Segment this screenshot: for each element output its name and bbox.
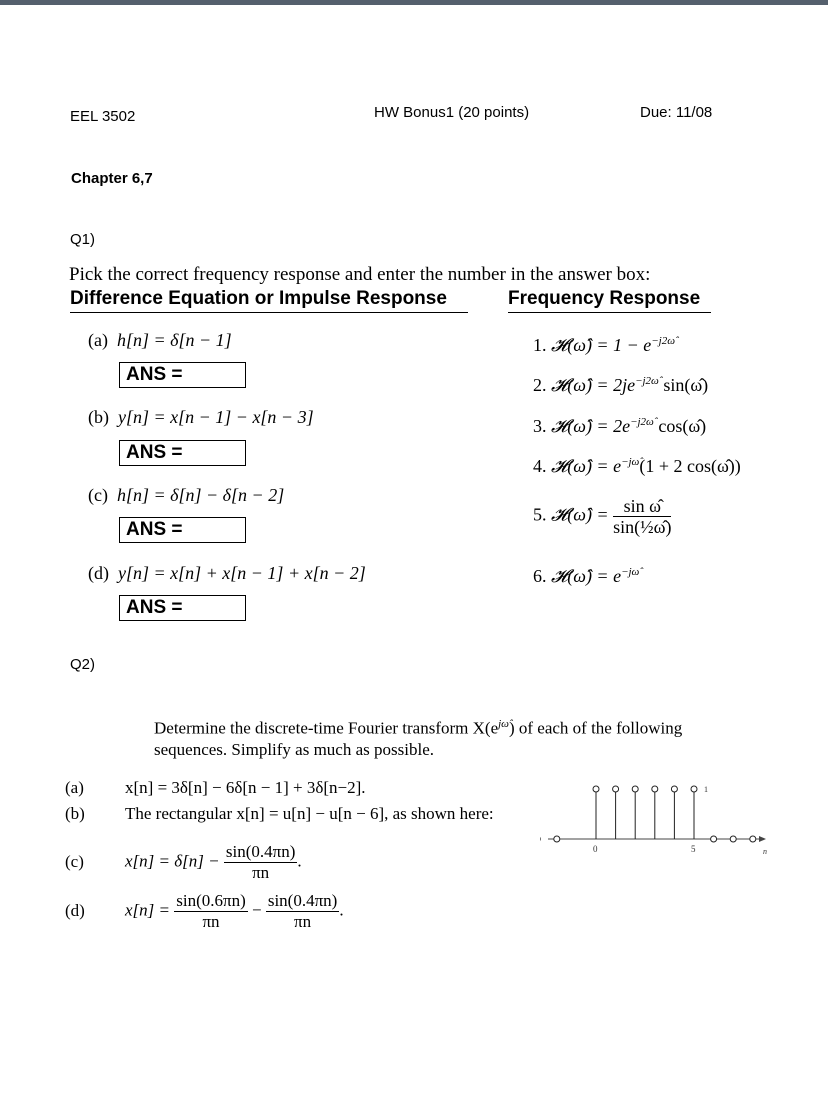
right-column-header: Frequency Response bbox=[508, 288, 701, 309]
response-2-num: 2. bbox=[533, 375, 547, 395]
q2-b-tag: (b) bbox=[65, 804, 85, 823]
item-b-rhs: = x[n − 1] − x[n − 3] bbox=[153, 407, 314, 427]
q2-d-tag: (d) bbox=[65, 901, 85, 920]
item-d-rhs: = x[n] + x[n − 1] + x[n − 2] bbox=[153, 563, 366, 583]
stem-plot-level-label: 1 bbox=[704, 785, 708, 794]
response-5-fraction bbox=[613, 496, 671, 537]
response-5 bbox=[533, 496, 671, 537]
item-c-lhs: h[n] bbox=[116, 485, 149, 505]
q2-c-denominator: πn bbox=[252, 863, 270, 882]
stem-marker bbox=[691, 786, 697, 792]
q2-d-numerator-2: sin(0.4πn) bbox=[267, 891, 338, 910]
q2-c-numerator: sin(0.4πn) bbox=[225, 842, 296, 861]
q2-c-fraction bbox=[224, 842, 298, 883]
course-code: EEL 3502 bbox=[70, 108, 136, 125]
q2-intro-line1 bbox=[154, 718, 682, 739]
q2-c-expr bbox=[125, 842, 302, 883]
answer-box-c[interactable]: ANS = bbox=[119, 517, 246, 543]
due-date: Due: 11/08 bbox=[640, 104, 713, 121]
response-6-expr: 𝓗(ω̂) = e bbox=[551, 566, 622, 586]
q2-label: Q2) bbox=[70, 656, 96, 673]
item-b-lhs: y[n] bbox=[118, 407, 149, 427]
q2-d-expr bbox=[125, 891, 344, 932]
response-5-expr: 𝓗(ω̂) = bbox=[551, 504, 609, 525]
response-5-num: 5. bbox=[533, 504, 547, 525]
q2-intro-line2: sequences. Simplify as much as possible. bbox=[154, 740, 434, 759]
q2-a-tag: (a) bbox=[65, 778, 84, 797]
response-2-tail: sin(ω̂) bbox=[658, 375, 709, 395]
q2-intro-part2: ) of each of the following bbox=[508, 718, 683, 738]
q2-a-expr: x[n] = 3δ[n] − 6δ[n − 1] + 3δ[n−2]. bbox=[125, 778, 366, 797]
item-c-rhs: = δ[n] − δ[n − 2] bbox=[153, 485, 285, 505]
response-3-tail: cos(ω̂) bbox=[653, 416, 707, 436]
stem-plot-tick-0: 0 bbox=[593, 844, 598, 854]
q2-c-period: . bbox=[297, 851, 302, 871]
stem-marker bbox=[613, 786, 619, 792]
response-1-num: 1. bbox=[533, 335, 547, 355]
stem-marker bbox=[554, 836, 560, 842]
response-2-exp: −j2ω̂ bbox=[635, 375, 659, 387]
left-column-header: Difference Equation or Impulse Response bbox=[70, 288, 447, 309]
stem-plot-tick-5: 5 bbox=[691, 844, 696, 854]
answer-box-a[interactable]: ANS = bbox=[119, 362, 246, 388]
response-3-expr: 𝓗(ω̂) = 2e bbox=[551, 416, 631, 436]
q1-instruction: Pick the correct frequency response and enter the number in the answer box: bbox=[69, 264, 651, 285]
item-c bbox=[88, 485, 284, 506]
q2-d-period: . bbox=[339, 900, 344, 920]
stem-plot-axis-label: n bbox=[763, 847, 767, 856]
response-3 bbox=[533, 416, 706, 437]
stem-marker bbox=[711, 836, 717, 842]
response-2-expr: 𝓗(ω̂) = 2je bbox=[551, 375, 636, 395]
item-d-tag: (d) bbox=[88, 563, 109, 583]
q2-intro-part1: Determine the discrete-time Fourier transform X(e bbox=[154, 718, 499, 738]
stem-marker bbox=[750, 836, 756, 842]
response-5-numerator: sin ω̂ bbox=[613, 496, 671, 517]
answer-box-b[interactable]: ANS = bbox=[119, 440, 246, 466]
stem-marker bbox=[632, 786, 638, 792]
q2-d-pre: x[n] = bbox=[125, 900, 170, 920]
response-6 bbox=[533, 566, 639, 587]
q1-label: Q1) bbox=[70, 231, 96, 248]
item-a-lhs: h[n] bbox=[116, 330, 149, 350]
response-3-num: 3. bbox=[533, 416, 547, 436]
response-5-denominator: sin(½ω̂) bbox=[613, 517, 672, 537]
left-header-underline bbox=[70, 312, 468, 313]
q2-b-expr: The rectangular x[n] = u[n] − u[n − 6], as shown here: bbox=[125, 804, 494, 823]
chapter-heading: Chapter 6,7 bbox=[71, 170, 153, 187]
response-6-num: 6. bbox=[533, 566, 547, 586]
q2-d-minus: − bbox=[252, 900, 262, 920]
response-4-tail: (1 + 2 cos(ω̂)) bbox=[639, 456, 741, 476]
response-2 bbox=[533, 375, 708, 396]
stem-marker bbox=[652, 786, 658, 792]
response-6-exp: −jω̂ bbox=[621, 566, 640, 578]
item-b bbox=[88, 407, 314, 428]
q2-c-pre: x[n] = δ[n] − bbox=[125, 851, 220, 871]
q2-d-denominator-2: πn bbox=[294, 912, 312, 931]
item-b-tag: (b) bbox=[88, 407, 109, 427]
response-3-exp: −j2ω̂ bbox=[630, 416, 654, 428]
item-a-rhs: = δ[n − 1] bbox=[153, 330, 232, 350]
q2-d-fraction-2 bbox=[266, 891, 340, 932]
stem-marker bbox=[671, 786, 677, 792]
item-d-lhs: y[n] bbox=[118, 563, 149, 583]
rect-sequence-stem-plot bbox=[540, 775, 780, 865]
q2-d-denominator-1: πn bbox=[202, 912, 220, 931]
q2-d-fraction-1 bbox=[174, 891, 248, 932]
item-c-tag: (c) bbox=[88, 485, 108, 505]
hw-title: HW Bonus1 (20 points) bbox=[374, 104, 530, 121]
response-4 bbox=[533, 456, 741, 477]
item-a bbox=[88, 330, 232, 351]
top-bar bbox=[0, 0, 828, 5]
item-a-tag: (a) bbox=[88, 330, 108, 350]
response-4-num: 4. bbox=[533, 456, 547, 476]
answer-box-d[interactable]: ANS = bbox=[119, 595, 246, 621]
response-1-expr: 𝓗(ω̂) = 1 − e bbox=[551, 335, 652, 355]
stem-marker bbox=[730, 836, 736, 842]
stem-plot-arrow-icon bbox=[759, 836, 766, 842]
response-1-exp: −j2ω̂ bbox=[651, 335, 675, 347]
q2-c-tag: (c) bbox=[65, 852, 84, 871]
response-4-exp: −jω̂ bbox=[621, 456, 640, 468]
response-1 bbox=[533, 335, 675, 356]
q2-d-numerator-1: sin(0.6πn) bbox=[176, 891, 246, 910]
q2-intro-exp: jω̂ bbox=[498, 718, 509, 730]
item-d bbox=[88, 563, 366, 584]
right-header-underline bbox=[508, 312, 711, 313]
stem-marker bbox=[593, 786, 599, 792]
response-4-expr: 𝓗(ω̂) = e bbox=[551, 456, 622, 476]
